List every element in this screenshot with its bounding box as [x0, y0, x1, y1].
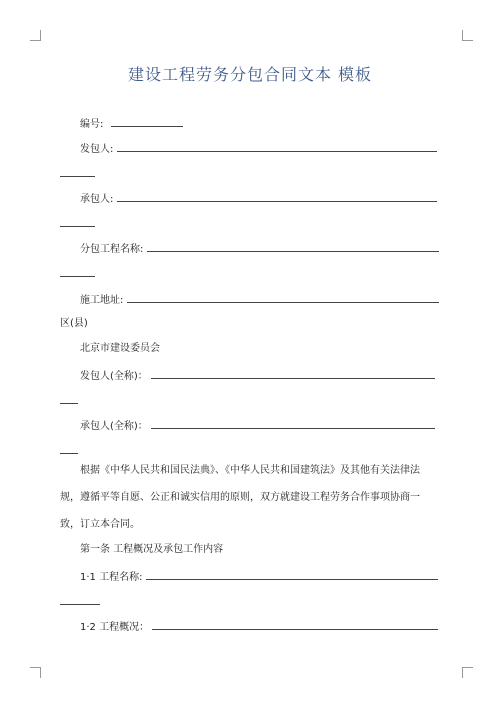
contractor-field	[80, 140, 437, 157]
project-name-field	[80, 240, 439, 257]
crop-mark-top-left	[30, 30, 41, 41]
item-1-2-label: 1·2 工程概况：	[80, 622, 150, 633]
number-label: 编号:	[80, 119, 104, 130]
site-field	[80, 291, 439, 308]
number-blank[interactable]	[111, 115, 183, 127]
contractor-full-label: 发包人(全称)：	[80, 371, 148, 382]
crop-mark-bottom-left	[30, 667, 41, 678]
item-1-1-blank[interactable]	[146, 568, 438, 580]
crop-mark-bottom-right	[462, 667, 473, 678]
item-1-2-field	[80, 618, 438, 635]
contractor-blank[interactable]	[117, 140, 437, 152]
site-blank[interactable]	[127, 291, 439, 303]
committee-text: 北京市建设委员会	[80, 343, 160, 354]
article1-heading: 第一条 工程概况及承包工作内容	[80, 544, 224, 555]
item-1-2-blank[interactable]	[152, 618, 438, 630]
subcontractor-full-blank[interactable]	[151, 417, 435, 429]
subcontractor-full-label: 承包人(全称)：	[80, 421, 148, 432]
site-label: 施工地址:	[80, 295, 124, 306]
subcontractor-full-field	[80, 417, 435, 434]
crop-mark-top-right	[462, 30, 473, 41]
contractor-full-blank-continued	[60, 403, 78, 404]
project-name-blank-continued	[60, 276, 95, 277]
preamble-text: 根据《中华人民共和国民法典》、《中华人民共和国建筑法》及其他有关法律法规，遵循平等自愿、公正和诚实信用的原则，双方就建设工程劳务合作事项协商一致，订立本合同。	[60, 465, 420, 530]
project-name-label: 分包工程名称:	[80, 244, 144, 255]
subcontractor-blank[interactable]	[117, 190, 437, 202]
item-1-1-label: 1·1 工程名称:	[80, 572, 143, 583]
item-1-1-blank-continued	[60, 604, 100, 605]
document-title: 建设工程劳务分包合同文本 模板	[127, 65, 373, 84]
item-1-1-field	[80, 568, 438, 585]
contractor-full-blank[interactable]	[151, 367, 435, 379]
subcontractor-full-blank-continued	[60, 453, 78, 454]
subcontractor-label: 承包人:	[80, 194, 114, 205]
number-field	[80, 115, 183, 132]
subcontractor-blank-continued	[60, 226, 95, 227]
contractor-blank-continued	[60, 176, 95, 177]
subcontractor-field	[80, 190, 437, 207]
contractor-full-field	[80, 367, 435, 384]
preamble-paragraph	[60, 457, 438, 538]
district-text: 区(县)	[60, 318, 88, 329]
project-name-blank[interactable]	[147, 240, 439, 252]
contractor-label: 发包人:	[80, 144, 114, 155]
